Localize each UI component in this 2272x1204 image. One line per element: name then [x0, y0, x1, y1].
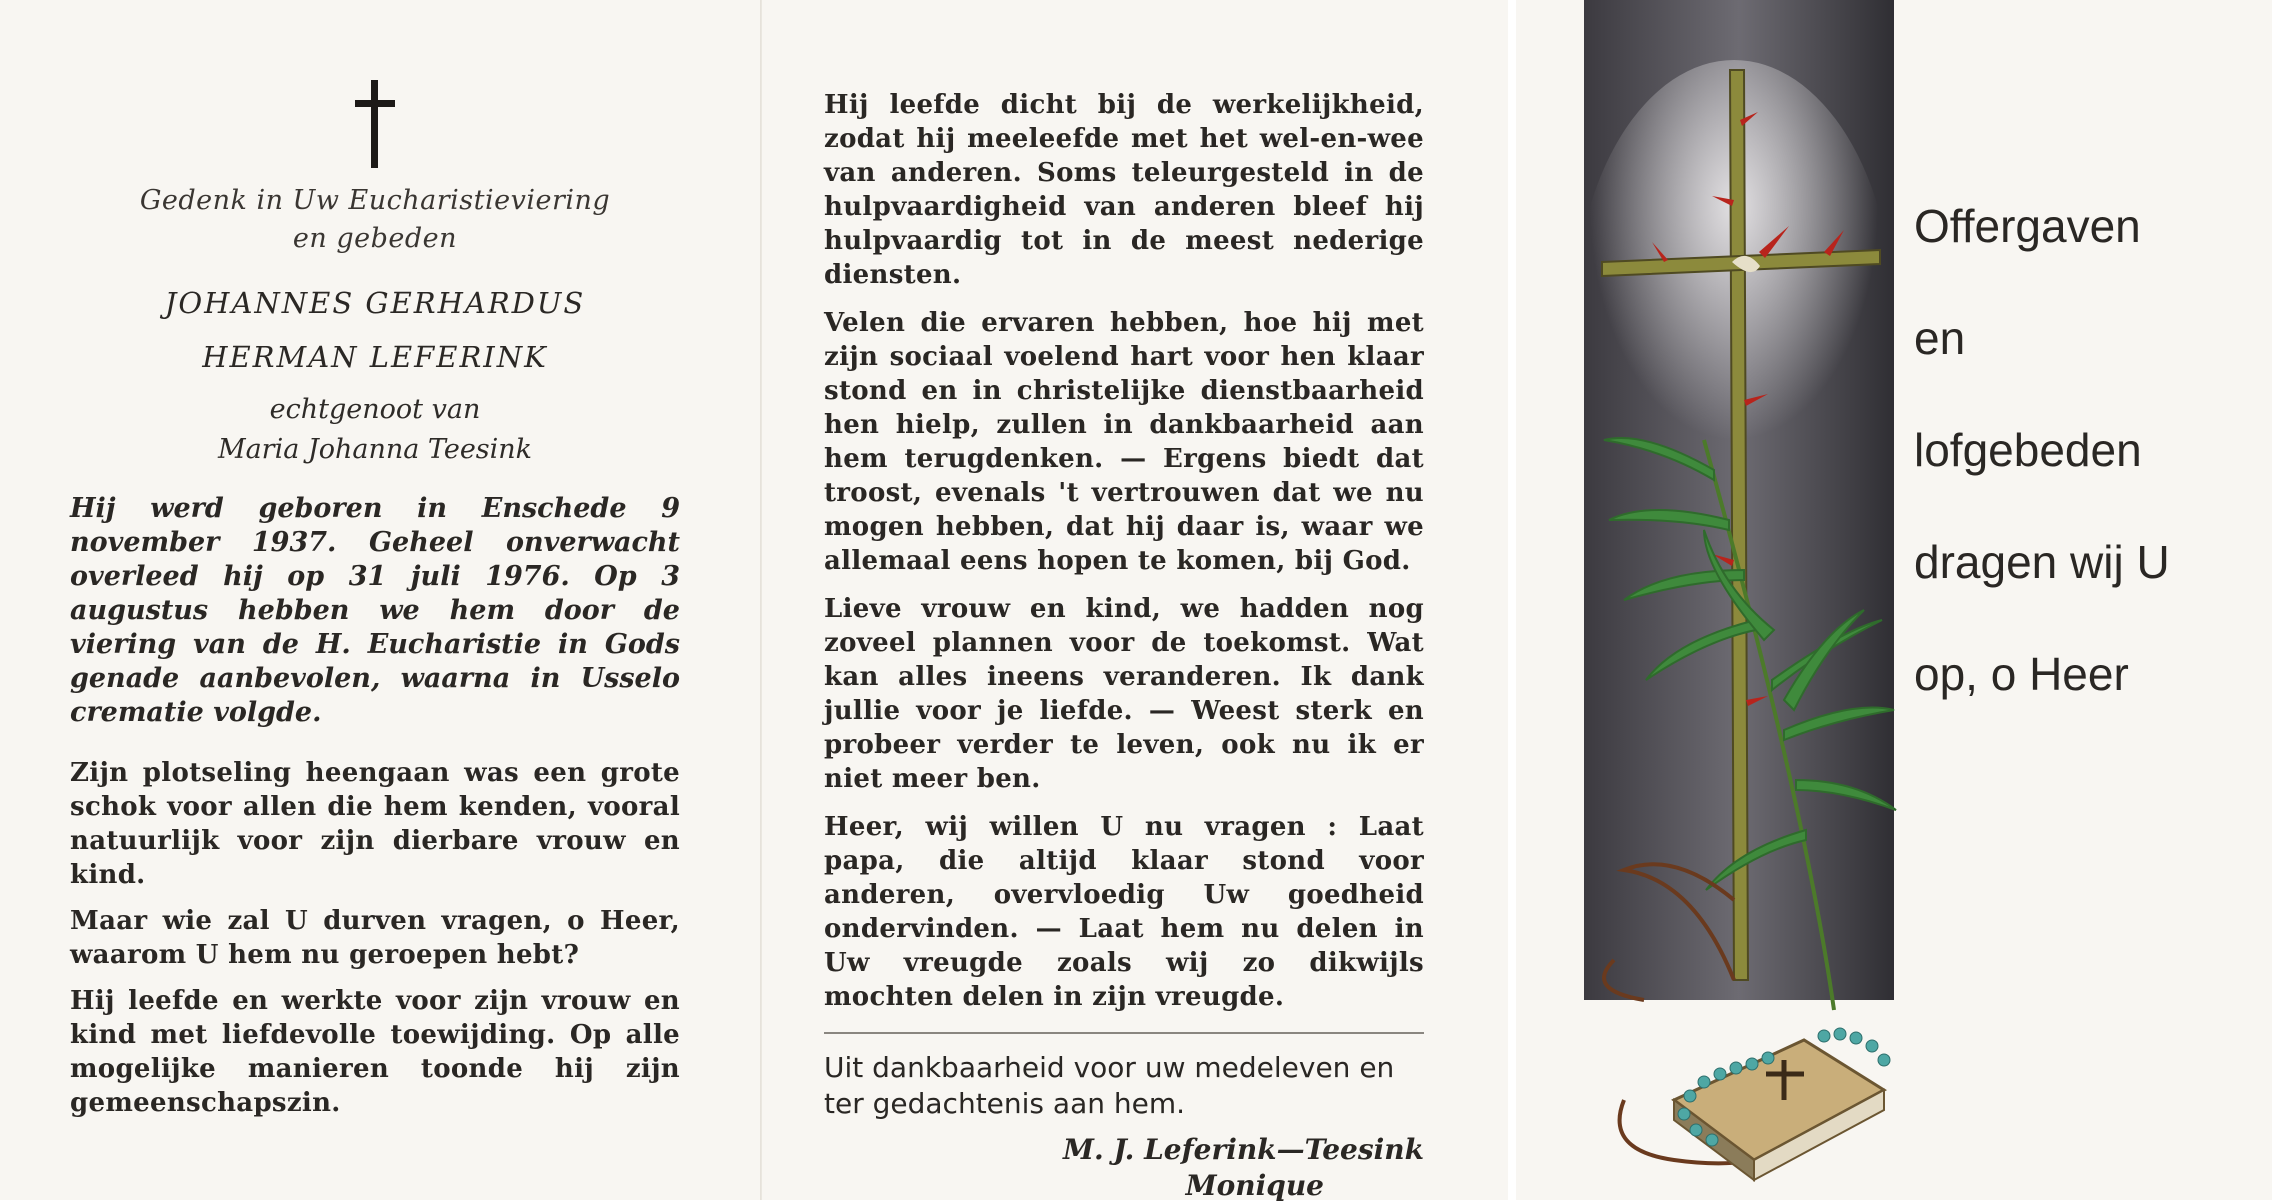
paragraph: Velen die ervaren hebben, hoe hij met zijn sociaal voelend hart voor hen klaar stond en in christelijke dienstbaarheid hen hielp, zullen in dankbaarheid aan hem terugdenken. — Ergens biedt dat troost, evenals 't vertrouwen dat we nu mogen hebben, dat hij daar is, waar we allemaal eens hopen te komen, bij God.: [824, 308, 1424, 576]
divider: [824, 1032, 1424, 1034]
paragraph: Maar wie zal U durven vragen, o Heer, waarom U hem nu geroepen hebt?: [70, 906, 680, 970]
paragraph: Hij leefde en werkte voor zijn vrouw en kind met liefdevolle toewijding. Op alle mogelijke manieren toonde hij zijn gemeenschapszin.: [70, 986, 680, 1118]
card-front: [1516, 0, 2272, 1200]
biography: Hij werd geboren in Enschede 9 november 1937. Geheel onverwacht overleed hij op 31 juli 1976. Op 3 augustus hebben we hem door de viering van de H. Eucharistie in Gods genade aanbevolen, waarna in Usselo crematie volgde.: [70, 493, 680, 728]
thorn-cross-illustration: [1584, 0, 1904, 1200]
prayer-line: lofgebeden: [1914, 424, 2142, 476]
intro-line: en gebeden: [292, 223, 458, 254]
spouse-name: Maria Johanna Teesink: [217, 434, 533, 465]
prayer-line: en: [1914, 312, 1966, 364]
signature-child: Monique: [1185, 1169, 1324, 1202]
paragraph: Lieve vrouw en kind, we hadden nog zoveel plannen voor de toekomst. Wat kan alles ineens veranderen. Ik dank jullie voor je liefde. — Weest sterk en probeer verder te leven, ook nu ik er niet meer ben.: [824, 594, 1424, 794]
deceased-name: [70, 276, 680, 384]
intro-line: Gedenk in Uw Eucharistieviering: [139, 185, 611, 216]
spouse-label: echtgenoot van: [269, 394, 481, 425]
bible: [1674, 1040, 1884, 1180]
prayer-line: dragen wij U: [1914, 536, 2170, 588]
prayer-line: Offergaven: [1914, 200, 2141, 252]
cross-icon: [355, 80, 395, 170]
middle-page-text: [824, 88, 1424, 1204]
name-line: HERMAN LEFERINK: [202, 340, 548, 374]
paragraph: Zijn plotseling heengaan was een grote schok voor allen die hem kenden, vooral natuurlijk voor zijn dierbare vrouw en kind.: [70, 758, 680, 890]
paragraph: Heer, wij willen U nu vragen : Laat papa, die altijd klaar stond voor anderen, overvloedig Uw goedheid ondervinden. — Laat hem nu delen in Uw vreugde zoals wij zo dikwijls mochten delen in zijn vreugde.: [824, 812, 1424, 1012]
paragraph: Hij leefde dicht bij de werkelijkheid, zodat hij meeleefde met het wel-en-wee van anderen. Soms teleurgesteld in de hulpvaardigheid van anderen bleef hij hulpvaardig tot in de meest nederige diensten.: [824, 90, 1424, 290]
signature-family: M. J. Leferink—Teesink: [1063, 1133, 1424, 1166]
left-page-text: [70, 80, 680, 1120]
thanks-text: Uit dankbaarheid voor uw medeleven en ter gedachtenis aan hem.: [824, 1051, 1395, 1120]
fold-line: [760, 0, 762, 1200]
illustration: [1584, 0, 1904, 1200]
prayer-line: op, o Heer: [1914, 648, 2129, 700]
intro-text: [70, 182, 680, 258]
name-line: JOHANNES GERHARDUS: [164, 286, 586, 320]
